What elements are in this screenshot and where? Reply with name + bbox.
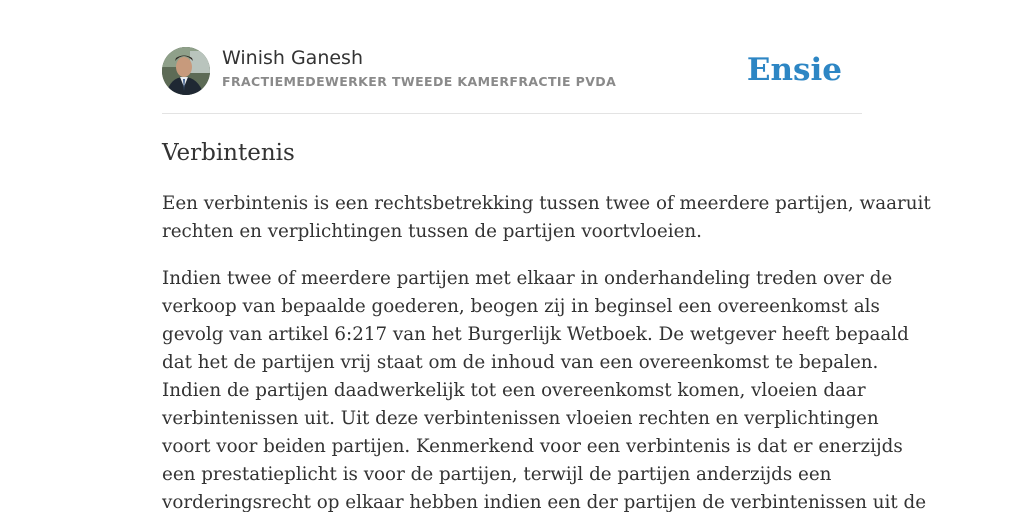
text-line: rechten en verplichtingen tussen de partijen voortvloeien.	[162, 221, 702, 242]
article-body	[162, 190, 931, 512]
text-line: verbintenissen uit. Uit deze verbintenissen vloeien rechten en verplichtingen	[162, 408, 879, 429]
text-line: Indien twee of meerdere partijen met elkaar in onderhandeling treden over de	[162, 268, 893, 289]
paragraph	[162, 190, 931, 246]
article-title: Verbintenis	[162, 140, 295, 166]
text-line: een prestatieplicht is voor de partijen, terwijl de partijen anderzijds een	[162, 464, 832, 485]
author-avatar[interactable]	[162, 47, 210, 95]
avatar-photo	[162, 47, 210, 95]
author-role: FRACTIEMEDEWERKER TWEEDE KAMERFRACTIE PVDA	[222, 74, 617, 89]
brand-logo[interactable]: Ensie	[746, 52, 842, 88]
text-line: Een verbintenis is een rechtsbetrekking tussen twee of meerdere partijen, waaruit	[162, 193, 931, 214]
text-line: vorderingsrecht op elkaar hebben indien een der partijen de verbintenissen uit de	[162, 492, 927, 512]
text-line: gevolg van artikel 6:217 van het Burgerlijk Wetboek. De wetgever heeft bepaald	[162, 324, 909, 345]
text-line: voort voor beiden partijen. Kenmerkend voor een verbintenis is dat er enerzijds	[162, 436, 903, 457]
paragraph	[162, 265, 927, 512]
author-header	[162, 46, 862, 96]
text-line: verkoop van bepaalde goederen, beogen zij in beginsel een overeenkomst als	[162, 296, 880, 317]
header-divider	[162, 113, 862, 114]
text-line: Indien de partijen daadwerkelijk tot een overeenkomst komen, vloeien daar	[162, 380, 866, 401]
author-name[interactable]: Winish Ganesh	[222, 47, 363, 69]
text-line: dat het de partijen vrij staat om de inhoud van een overeenkomst te bepalen.	[162, 352, 879, 373]
